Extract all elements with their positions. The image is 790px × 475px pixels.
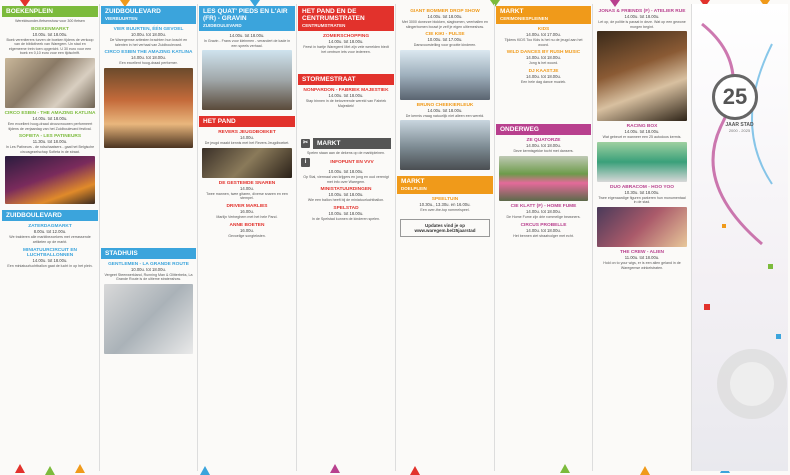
event-title: CIE KIKI - PULSE (425, 32, 465, 38)
section-header: BOEKENPLEIN (2, 6, 98, 17)
event-photo (5, 156, 95, 204)
event-time: 14.00u. tot 18.00u. (526, 227, 561, 233)
event-text: Vergeet Steenwerkland, Running Man & Glitterbeks, La Grande Route is de ultieme stratenshow. (104, 272, 193, 282)
column-les-quat-pieds (199, 6, 295, 468)
event-text: Stap binnen in de betoverende wereld van Fabriek Majestiek! (305, 99, 387, 108)
event-photo (400, 120, 490, 170)
event-title: CIRCO ESBIN - THE AMAZING KATLINA (4, 110, 96, 116)
section-header: ZUIDBOULEVARD (2, 210, 98, 221)
jubilee-logo (712, 74, 767, 144)
event-title: THE CREW - ALIEN (619, 249, 665, 255)
event-photo (104, 68, 193, 148)
event-text: Wat gebeurt er wanneer een 25 autodoos kermis. (602, 135, 682, 140)
event-title: CIRCUS PROBELLE (520, 222, 567, 228)
event-title: REVERS JEUGDBOEKET (218, 130, 276, 136)
event-title: DUO ABRACOM - HOO YOO (610, 184, 674, 190)
event-text: Een excellent hoog-draad performer. (119, 61, 178, 66)
event-photo (597, 142, 687, 182)
event-text: De Waregemse artiesten brachten hun kracht en talenten in het verhaal van Zuidboulevard. (109, 38, 188, 47)
event-text: Een excellent hoog-draad circusvrouwen performeert tijdens de verjaardag van het Zuidboulevard festival. (7, 121, 93, 131)
section-header: STORMESTRAAT (298, 74, 394, 85)
section-header: HET PAND (199, 116, 295, 127)
event-title: VIER BUURTEN, ÉÉN GEVOEL (113, 27, 184, 32)
column-divider (395, 4, 396, 471)
event-time: 10.00u. tot 18.00u. (328, 210, 364, 216)
event-text: Boek vereniterers turven de boeken tijdens de verkoop van de bibliotheek van Waregem. Un stad en elgemeene trein toen opgericht. U 30 euro voor een boek en 0,10 euro voor een tijdschrift. (6, 37, 94, 56)
event-photo (597, 207, 687, 247)
section-header: MARKT DOELPLEIN (397, 176, 493, 194)
event-title: WILD DANCES BY RUSH MUSIC (506, 50, 581, 56)
event-photo (597, 31, 687, 121)
event-time: 14.00u. tot 18.00u. (427, 14, 463, 19)
event-text: Marlijn Verbeghem met het hele Pand. (216, 214, 278, 219)
event-time: 14.00u. tot 18.00u. (229, 33, 265, 38)
event-text: Een miniatuurluchtballon gaat de lucht in op het plein. (7, 263, 93, 268)
event-text: Met 3000 donezze blokken, slagbomen, veerballen en slingerbomen bouwt je zelf je eigen ultiemeshow. (401, 20, 489, 29)
event-text: Een over-the-top rommelspeel. (420, 208, 470, 213)
event-time: 8.00u. tot 12.00u. (33, 229, 67, 235)
event-title: GIANT BOMMER DROP SHOW (410, 9, 480, 14)
event-time: 14.00u. tot 18.00u. (328, 39, 364, 44)
event-photo (5, 58, 95, 108)
event-text: In Les Patineurs - de rolschaatsers - gaat het Belgische circusgezelschap Sofieta in de straat. (5, 145, 95, 154)
event-photo (104, 284, 193, 354)
event-time: 10.30u., 13.30u. en 16.00u. (419, 202, 471, 208)
section-header: LES QUAT' PIEDS EN L'AIR (FR) - GRAVIN ZUIDBOULEVARD (199, 6, 295, 31)
event-title: ANNE BOETEN (229, 222, 265, 228)
event-time: 10.00u. tot 18.00u. (131, 266, 166, 272)
event-title: INFOPUNT EN VVV (330, 159, 374, 165)
event-text: De Home Fume zijn drie rommelige bewoners. (506, 214, 581, 219)
event-time: 14.00u. tot 18.00u. (32, 257, 68, 263)
column-divider (592, 4, 593, 471)
event-time: 14.00u. tot 18.00u. (131, 55, 166, 61)
section-header: MARKT (313, 138, 391, 149)
event-text: Feest in hartje Waregem! Met zijn vele werelden biedt het centrum iets voor iedereen. (303, 45, 389, 54)
column-markt-ceremonies (496, 6, 591, 468)
event-text: Twee mannen, twee gitaren, diverse snaren en een stempel. (206, 191, 288, 201)
event-title: SPEELTUIN (431, 197, 459, 203)
event-time: 14.00u. tot 18.00u. (32, 115, 68, 121)
event-title: KIDS (537, 27, 550, 32)
event-time: 14.00u. tot 18.00u. (526, 55, 561, 61)
event-title: ZE QUATORZE (526, 138, 561, 144)
event-title: BOEKENMARKT (31, 26, 69, 32)
event-text: We trakteren alle marktbezoekers met verrassende artikelen op de markt. (9, 235, 91, 244)
event-photo (202, 148, 292, 178)
event-time: 14.00u. (240, 185, 254, 191)
event-time: 11.00u. tot 18.00u. (624, 254, 660, 260)
info-heading (301, 158, 391, 167)
column-divider (296, 4, 297, 471)
event-title: DE GESTEMDE SNAREN (218, 180, 276, 186)
event-text: Twee eigenaardige figuren parkeren hun monumentaal in de stad. (598, 195, 686, 205)
decor-strip (692, 4, 788, 471)
tools-icon: ✂ (302, 140, 309, 147)
logo-subtitle: JAAR STAD (725, 122, 754, 128)
event-time: 10.00u. tot 18.00u. (32, 31, 68, 37)
event-photo (400, 50, 490, 100)
event-time: 14.00u. tot 18.00u. (526, 208, 561, 214)
section-header: ZUIDBOULEVARD VIERBUURTEN (101, 6, 196, 24)
event-time: 16.00u. (240, 208, 254, 214)
event-title: ZOMERSCHOPPING (322, 34, 370, 39)
event-text: Deze kermisgekke tocht met dansers. (513, 149, 574, 154)
event-text: Een hele dag dance muziek. (520, 79, 567, 84)
event-title: ZATERDAGMARKT (28, 224, 72, 230)
section-header: HET PAND EN DE CENTRUMSTRATEN CENTRUMSTRATEN (298, 6, 394, 31)
info-icon: i (301, 158, 310, 167)
event-time: 14.00u. tot 18.00u. (328, 93, 364, 99)
event-time: 14.00u. tot 18.00u. (624, 129, 660, 135)
event-title: SPELSTAD (333, 205, 359, 211)
event-title: CIE KLATT (F) - HOME FUME (510, 203, 577, 209)
event-title: JONAS & FRIENDS (F) - ATELIER RUE (598, 9, 686, 14)
event-time: 16.00u. (240, 227, 254, 233)
event-time: 14.00u. tot 18.00u. (526, 73, 561, 79)
event-title: DRIVER MARLIES (226, 203, 268, 209)
event-text: Gevoelige songteksten. (228, 233, 266, 238)
event-title: GENTLEMEN - LA GRANDE ROUTE (108, 261, 189, 267)
event-time: 14.00u. (240, 135, 254, 141)
event-text: Tijdens KIDS Too Kids is het nu de jeugd aan het woord. (504, 38, 583, 47)
column-jonas-friends (594, 6, 690, 468)
event-time: 14.00u. tot 17.00u. (526, 32, 561, 37)
column-zuidboulevard (101, 6, 196, 468)
section-header: MARKT CERIMONIESPLEINEN (496, 6, 591, 24)
column-divider (99, 4, 100, 471)
event-text: Dansvoorstelling voor grootte kinderen. (413, 43, 477, 48)
event-photo (499, 156, 588, 201)
event-text: De jeugd maakt kennis met het Revers Jeugdboeket. (204, 141, 290, 146)
event-title: NONPARDON - FABRIEK MAJESTIEK (303, 88, 389, 94)
column-divider (494, 4, 495, 471)
event-text: In de Spelstad kunnen de kinderen spelen. (311, 216, 381, 221)
section-header: ONDERWEG (496, 124, 591, 135)
event-time: 10.30u. tot 18.00u. (624, 189, 660, 195)
event-text: In Gravin - Frans voor kleinmen - verandert de kade in een speels verhaal. (203, 39, 291, 48)
column-divider (197, 4, 198, 471)
event-text: Spelen staan aan de dekens op de marktpleinen. (306, 151, 386, 156)
event-title: MINISTATUURDINGEN (320, 187, 372, 193)
event-text: Hold on to your wigs, er is een alien geland in de Waregemse winkelstraten. (603, 260, 681, 270)
event-title: CIRCO ESBIN THE AMAZING KATLINA (104, 50, 193, 56)
section-header: STADHUIS (101, 248, 196, 259)
event-title: SOFIETA - LES PATINEURS (18, 134, 82, 140)
event-title: MINIATUURCIRCUIT EN LUCHTBALLONNEN (22, 247, 77, 258)
event-photo (202, 50, 292, 110)
event-text: Het bennen ziet straatvolger met echt. (513, 233, 574, 238)
event-time: 14.00u. tot 18.00u. (526, 143, 561, 149)
markt-heading (301, 138, 391, 149)
event-time: 11.30u. tot 18.00u. (32, 139, 68, 145)
event-time: 10.00u. tot 18.00u. (328, 168, 364, 174)
column-het-pand (298, 6, 394, 468)
event-time: 10.00u. tot 18.00u. (131, 32, 166, 37)
event-text: Op Stal, viermaal van krijgers en jong en oud verenigt met info over Waregem. (303, 174, 389, 184)
event-title: RACING BOX (626, 124, 658, 130)
event-text: Jong is het woord. (528, 61, 559, 66)
column-boekenplein (2, 6, 98, 468)
logo-badge: 25 (712, 74, 758, 120)
event-title: DJ KAASTJE (528, 68, 559, 74)
event-time: 14.00u. tot 18.00u. (427, 107, 463, 113)
column-giant-bommer (397, 6, 493, 468)
logo-years: 2000 - 2025 (728, 128, 751, 133)
event-title: BRUNO CHEEKIERLEUK (416, 102, 474, 108)
updates-link[interactable]: Updates vind je op www.waregem.be/25jaarstad (400, 219, 490, 237)
event-text: Let op, de politie is paraat in deze. Wat op een gewone morgen begint. (598, 20, 686, 29)
event-text: De kermis vraag natuurlijk niet alleen een wereld. (405, 113, 485, 118)
event-time: 14.00u. tot 18.00u. (624, 14, 660, 19)
event-time: 10.00u. tot 18.00u. (328, 192, 364, 198)
event-text: Wie een ballon heeft bij de miniatuurluchtballon. (307, 198, 385, 203)
section-intro: Wereldwonder-fietsenshow voor 300 fietsen (15, 19, 85, 23)
event-time: 10.00u. tot 17.00u. (427, 37, 463, 43)
